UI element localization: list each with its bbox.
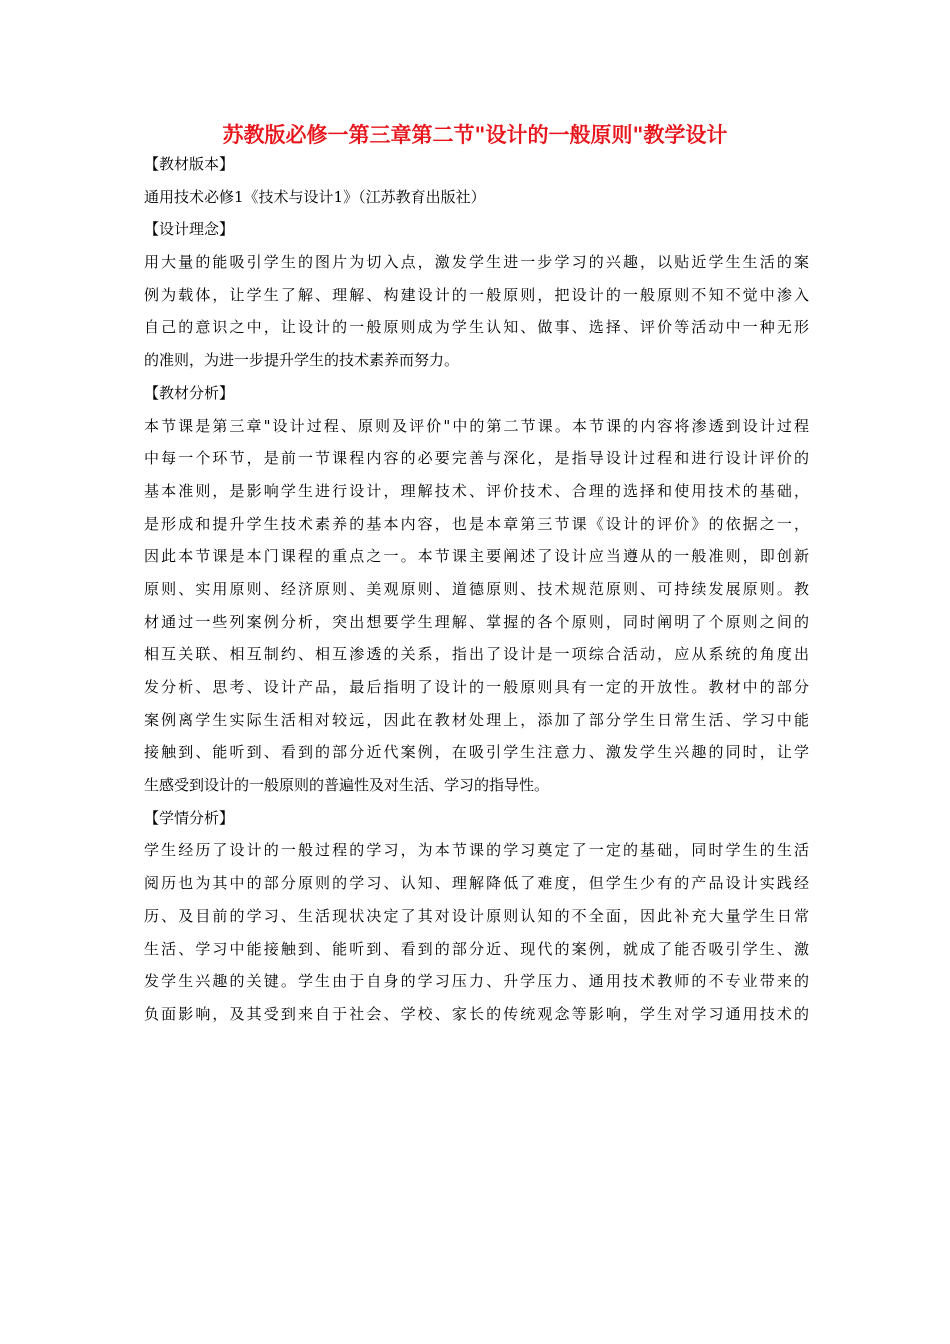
paragraph-line: 用大量的能吸引学生的图片为切入点，激发学生进一步学习的兴趣，以贴近学生生活的案 xyxy=(144,253,809,272)
paragraph-line: 学生经历了设计的一般过程的学习，为本节课的学习奠定了一定的基础，同时学生的生活 xyxy=(144,841,809,860)
paragraph-line: 通用技术必修1《技术与设计1》（江苏教育出版社） xyxy=(144,187,486,206)
paragraph-line: 材通过一些列案例分析，突出想要学生理解、掌握的各个原则，同时阐明了个原则之间的 xyxy=(144,612,809,631)
paragraph-line: 基本准则，是影响学生进行设计，理解技术、评价技术、合理的选择和使用技术的基础， xyxy=(144,481,809,500)
paragraph-line: 接触到、能听到、看到的部分近代案例，在吸引学生注意力、激发学生兴趣的同时，让学 xyxy=(144,743,809,762)
paragraph-line: 是形成和提升学生技术素养的基本内容，也是本章第三节课《设计的评价》的依据之一， xyxy=(144,514,809,533)
paragraph-line: 因此本节课是本门课程的重点之一。本节课主要阐述了设计应当遵从的一般准则，即创新 xyxy=(144,547,809,566)
paragraph-line: 的准则，为进一步提升学生的技术素养而努力。 xyxy=(144,351,460,370)
section-heading: 【教材分析】 xyxy=(144,383,235,402)
paragraph-line: 案例离学生实际生活相对较远，因此在教材处理上，添加了部分学生日常生活、学习中能 xyxy=(144,710,809,729)
paragraph-line: 负面影响，及其受到来自于社会、学校、家长的传统观念等影响，学生对学习通用技术的 xyxy=(144,1004,809,1023)
paragraph-line: 原则、实用原则、经济原则、美观原则、道德原则、技术规范原则、可持续发展原则。教 xyxy=(144,579,809,598)
paragraph-line: 发分析、思考、设计产品，最后指明了设计的一般原则具有一定的开放性。教材中的部分 xyxy=(144,678,809,696)
paragraph-line: 相互关联、相互制约、相互渗透的关系，指出了设计是一项综合活动，应从系统的角度出 xyxy=(144,645,809,664)
document-title: 苏教版必修一第三章第二节"设计的一般原则"教学设计 xyxy=(222,122,728,147)
section-heading: 【设计理念】 xyxy=(144,220,235,239)
paragraph-line: 自己的意识之中，让设计的一般原则成为学生认知、做事、选择、评价等活动中一种无形 xyxy=(144,318,809,337)
paragraph-line: 历、及目前的学习、生活现状决定了其对设计原则认知的不全面，因此补充大量学生日常 xyxy=(144,906,809,925)
paragraph-line: 生感受到设计的一般原则的普遍性及对生活、学习的指导性。 xyxy=(144,776,550,795)
paragraph-line: 生活、学习中能接触到、能听到、看到的部分近、现代的案例，就成了能否吸引学生、激 xyxy=(144,939,809,958)
paragraph-line: 阅历也为其中的部分原则的学习、认知、理解降低了难度，但学生少有的产品设计实践经 xyxy=(144,874,809,893)
paragraph-line: 本节课是第三章"设计过程、原则及评价"中的第二节课。本节课的内容将渗透到设计过程 xyxy=(144,416,809,435)
paragraph-line: 例为载体，让学生了解、理解、构建设计的一般原则，把设计的一般原则不知不觉中渗入 xyxy=(144,285,809,304)
paragraph-line: 中每一个环节，是前一节课程内容的必要完善与深化，是指导设计过程和进行设计评价的 xyxy=(144,449,809,468)
section-heading: 【教材版本】 xyxy=(144,155,235,173)
paragraph-line: 发学生兴趣的关键。学生由于自身的学习压力、升学压力、通用技术教师的不专业带来的 xyxy=(144,972,809,991)
section-heading: 【学情分析】 xyxy=(144,808,235,827)
document-body xyxy=(144,148,809,1031)
